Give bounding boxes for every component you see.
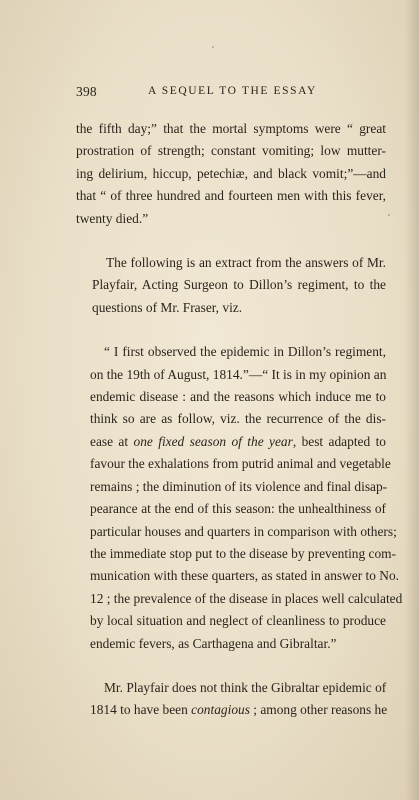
text-line: by local situation and neglect of cleanliness to produce bbox=[90, 613, 386, 629]
paragraph bbox=[76, 341, 403, 655]
paragraph bbox=[76, 677, 386, 722]
page-body bbox=[76, 118, 403, 722]
text-line: pearance at the end of this season: the unhealthiness of bbox=[90, 501, 386, 517]
text-line: favour the exhalations from putrid animal and vegetable bbox=[90, 456, 391, 472]
paragraph bbox=[76, 252, 386, 319]
text-run: 1814 to have been bbox=[90, 702, 192, 718]
text-line: prostration of strength; constant vomiting; low mutter- bbox=[76, 143, 386, 159]
text-line: questions of Mr. Fraser, viz. bbox=[92, 299, 243, 315]
text-line: 12 ; the prevalence of the disease in places well calculated bbox=[90, 590, 403, 606]
text-line: twenty died.” bbox=[76, 210, 149, 226]
text-line bbox=[76, 431, 386, 453]
text-line: on the 19th of August, 1814.”—“ It is in my opinion an bbox=[90, 366, 387, 382]
text-line: particular houses and quarters in comparison with others; bbox=[90, 523, 397, 539]
paper-speck bbox=[388, 214, 390, 216]
text-line: The following is an extract from the answers of Mr. bbox=[106, 255, 386, 271]
text-line: remains ; the diminution of its violence and final disap- bbox=[90, 478, 388, 494]
text-line: endemic fevers, as Carthagena and Gibraltar.” bbox=[90, 635, 337, 651]
page-number: 398 bbox=[76, 84, 97, 99]
text-run: ; among other reasons he bbox=[249, 702, 388, 718]
text-line bbox=[76, 699, 386, 721]
page-header bbox=[76, 84, 386, 102]
text-line: Playfair, Acting Surgeon to Dillon’s regiment, to the bbox=[92, 277, 386, 293]
text-line: munication with these quarters, as stated in answer to No. bbox=[90, 568, 400, 584]
text-line: ing delirium, hiccup, petechiæ, and black vomit;”—and bbox=[76, 165, 386, 181]
text-line: the fifth day;” that the mortal symptoms were “ great bbox=[76, 121, 386, 136]
text-line: endemic disease : and the reasons which induce me to bbox=[90, 389, 386, 405]
paragraph bbox=[76, 118, 386, 230]
text-line: Mr. Playfair does not think the Gibraltar epidemic of bbox=[104, 679, 387, 695]
text-line: “ I first observed the epidemic in Dillon’s regiment, bbox=[104, 344, 386, 360]
text-run: ease at bbox=[90, 433, 134, 449]
text-line: the immediate stop put to the disease by preventing com- bbox=[90, 545, 397, 561]
running-head: A SEQUEL TO THE ESSAY bbox=[148, 85, 317, 97]
italic-phrase: one fixed season of the year bbox=[133, 433, 293, 449]
text-line: think so are as follow, viz. the recurrence of the dis- bbox=[90, 411, 386, 427]
text-run: , best adapted to bbox=[292, 433, 386, 449]
paper-speck bbox=[212, 46, 214, 48]
text-line: that “ of three hundred and fourteen men with this fever, bbox=[76, 188, 386, 204]
page-gutter-shadow bbox=[405, 0, 419, 800]
italic-word: contagious bbox=[191, 702, 250, 718]
